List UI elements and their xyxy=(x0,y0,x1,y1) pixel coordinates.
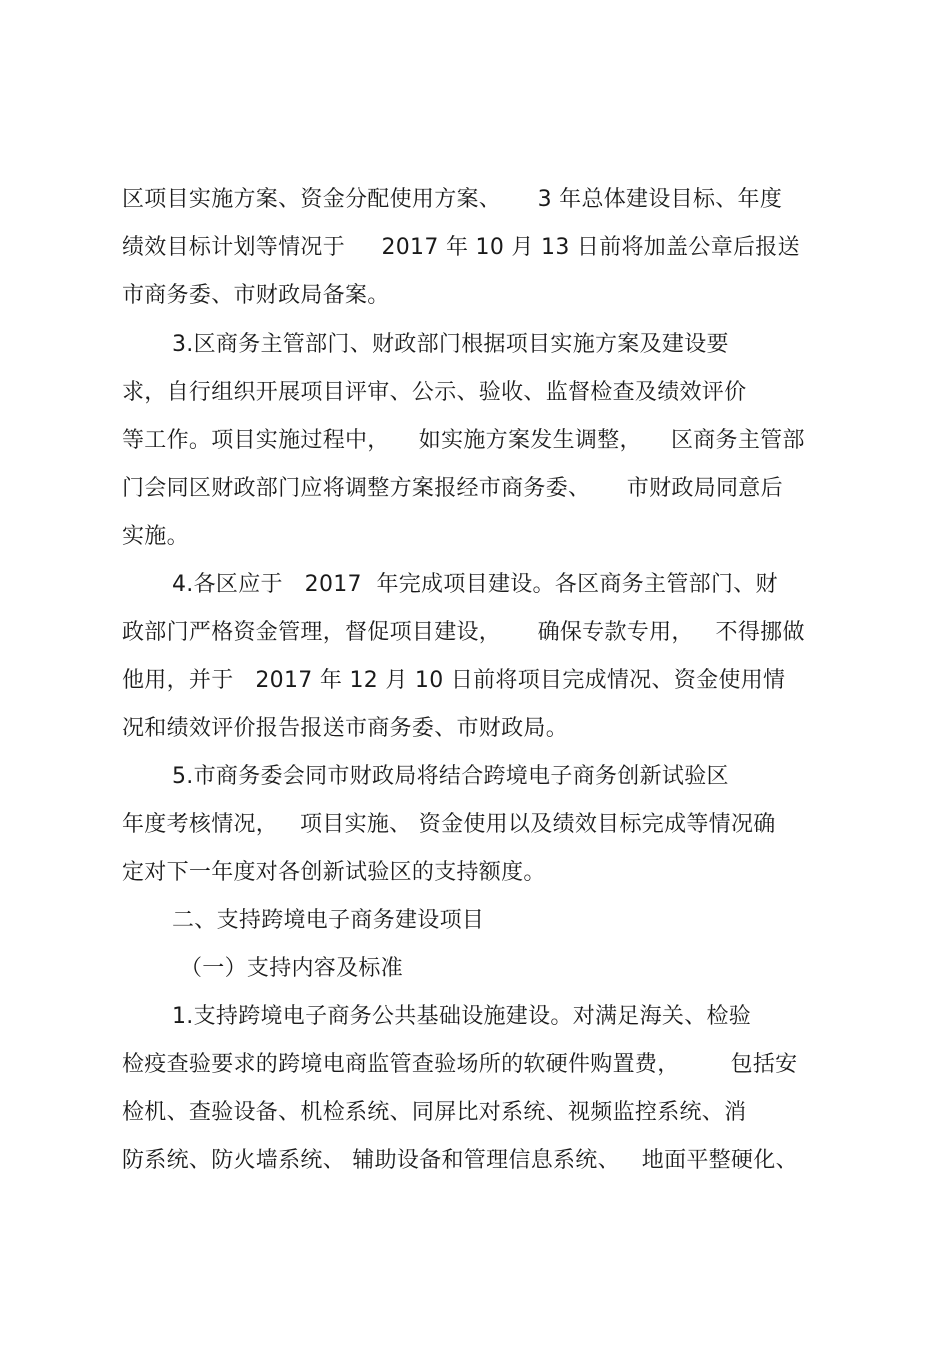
section-heading: 二、支持跨境电子商务建设项目 xyxy=(172,908,485,933)
paragraph-line: 门会同区财政部门应将调整方案报经市商务委、 市财政局同意后 xyxy=(122,476,783,501)
paragraph-line: 区项目实施方案、资金分配使用方案、 3 年总体建设目标、年度 xyxy=(122,187,783,212)
paragraph-line: 等工作。项目实施过程中， 如实施方案发生调整， 区商务主管部 xyxy=(122,428,805,453)
paragraph-line: 防系统、防火墙系统、 辅助设备和管理信息系统、 地面平整硬化、 xyxy=(122,1148,798,1173)
paragraph-line: 检机、查验设备、机检系统、同屏比对系统、视频监控系统、消 xyxy=(122,1100,747,1125)
paragraph-line: 况和绩效评价报告报送市商务委、市财政局。 xyxy=(122,716,569,741)
paragraph-line: 检疫查验要求的跨境电商监管查验场所的软硬件购置费， 包括安 xyxy=(122,1052,798,1077)
paragraph-line: 1.支持跨境电子商务公共基础设施建设。对满足海关、检验 xyxy=(172,1004,752,1029)
paragraph-line: 政部门严格资金管理，督促项目建设， 确保专款专用， 不得挪做 xyxy=(122,620,805,645)
subsection-heading: （一）支持内容及标准 xyxy=(180,956,404,981)
paragraph-line: 求，自行组织开展项目评审、公示、验收、监督检查及绩效评价 xyxy=(122,380,747,405)
paragraph-line: 他用，并于 2017 年 12 月 10 日前将项目完成情况、资金使用情 xyxy=(122,668,786,693)
paragraph-line: 4.各区应于 2017 年完成项目建设。各区商务主管部门、财 xyxy=(172,572,778,597)
paragraph-line: 年度考核情况， 项目实施、 资金使用以及绩效目标完成等情况确 xyxy=(122,812,776,837)
paragraph-line: 市商务委、市财政局备案。 xyxy=(122,283,390,308)
paragraph-line: 绩效目标计划等情况于 2017 年 10 月 13 日前将加盖公章后报送 xyxy=(122,235,800,260)
paragraph-line: 3.区商务主管部门、财政部门根据项目实施方案及建设要 xyxy=(172,332,729,357)
paragraph-line: 定对下一年度对各创新试验区的支持额度。 xyxy=(122,860,546,885)
paragraph-line: 5.市商务委会同市财政局将结合跨境电子商务创新试验区 xyxy=(172,764,729,789)
paragraph-line: 实施。 xyxy=(122,524,189,549)
